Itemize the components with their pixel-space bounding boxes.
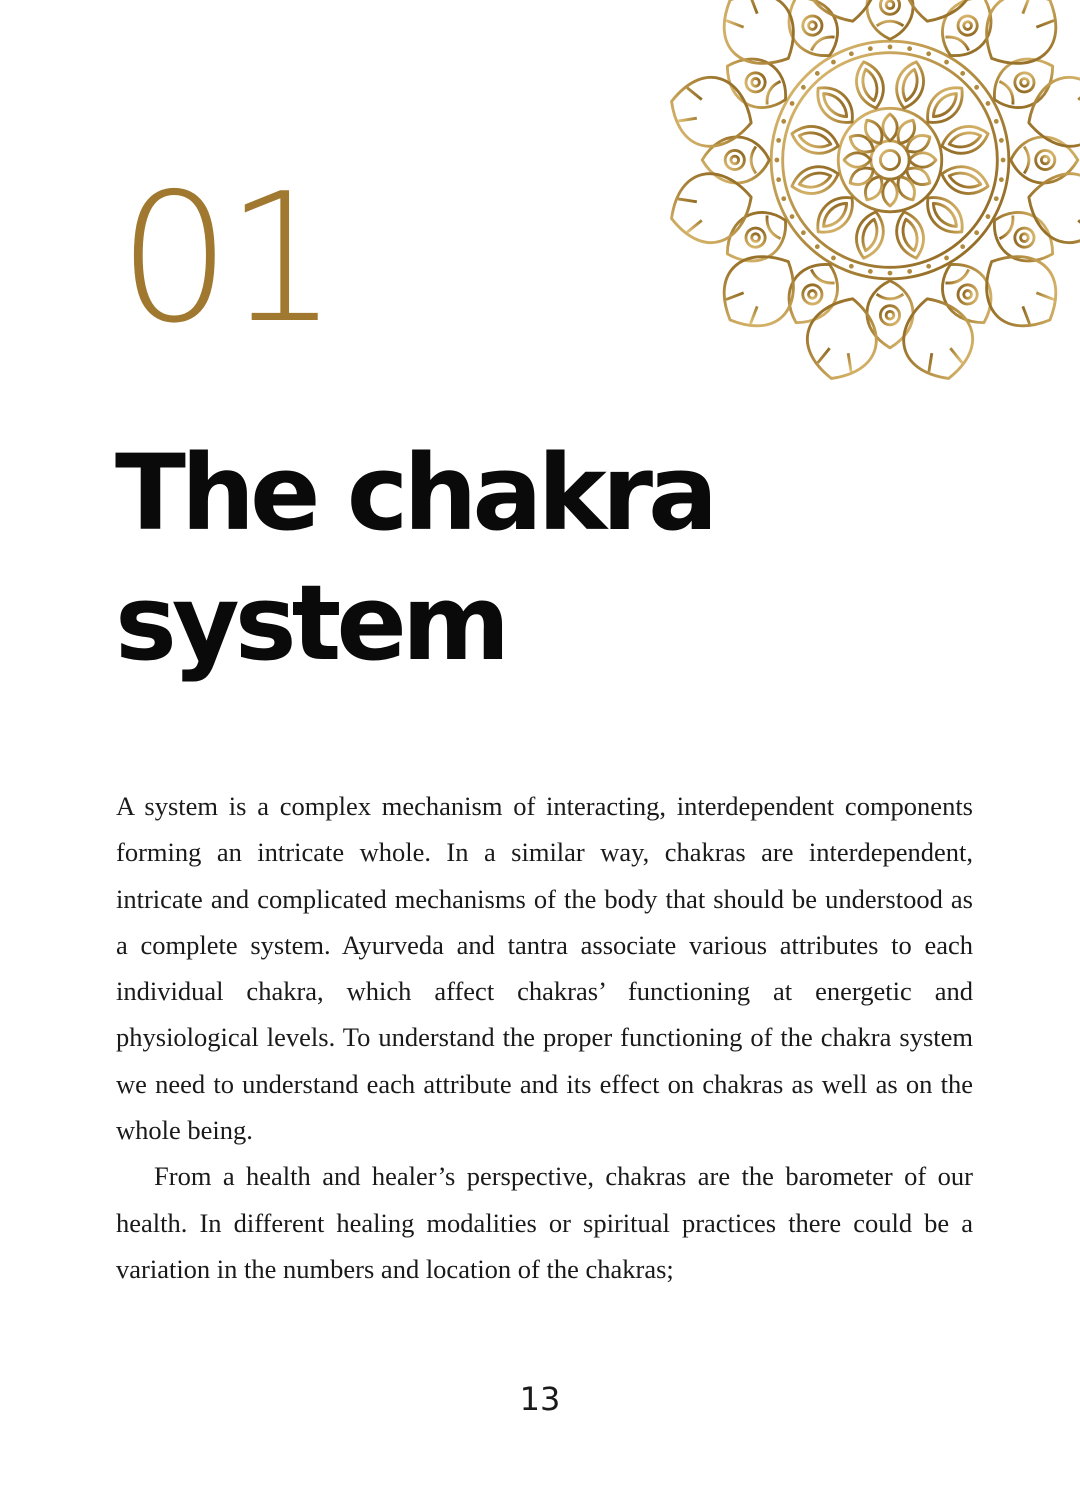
mandala-ornament — [660, 0, 1080, 400]
chapter-title-line-1: The chakra — [115, 432, 714, 554]
paragraph-2: From a health and healer’s perspective, chakras are the barometer of our health. In different healing modalities or spiritual practices there could be a variation in the numbers and location of the chakras; — [116, 1161, 973, 1284]
chapter-title — [115, 428, 713, 688]
paragraph-1: A system is a complex mechanism of interacting, interdependent components forming an intricate whole. In a similar way, chakras are interdependent, intricate and complicated mechanisms of the body that should be understood as a complete system. Ayurveda and tantra associate various attributes to each individual chakra, which affect chakras’ functioning at energetic and physiological levels. To understand the proper functioning of the chakra system we need to understand each attribute and its effect on chakras as well as on the whole being. — [116, 791, 973, 1146]
page-number: 13 — [519, 1380, 561, 1418]
chapter-number: 01 — [118, 155, 333, 362]
chapter-title-line-2: system — [115, 562, 506, 684]
body-text — [116, 783, 973, 1292]
